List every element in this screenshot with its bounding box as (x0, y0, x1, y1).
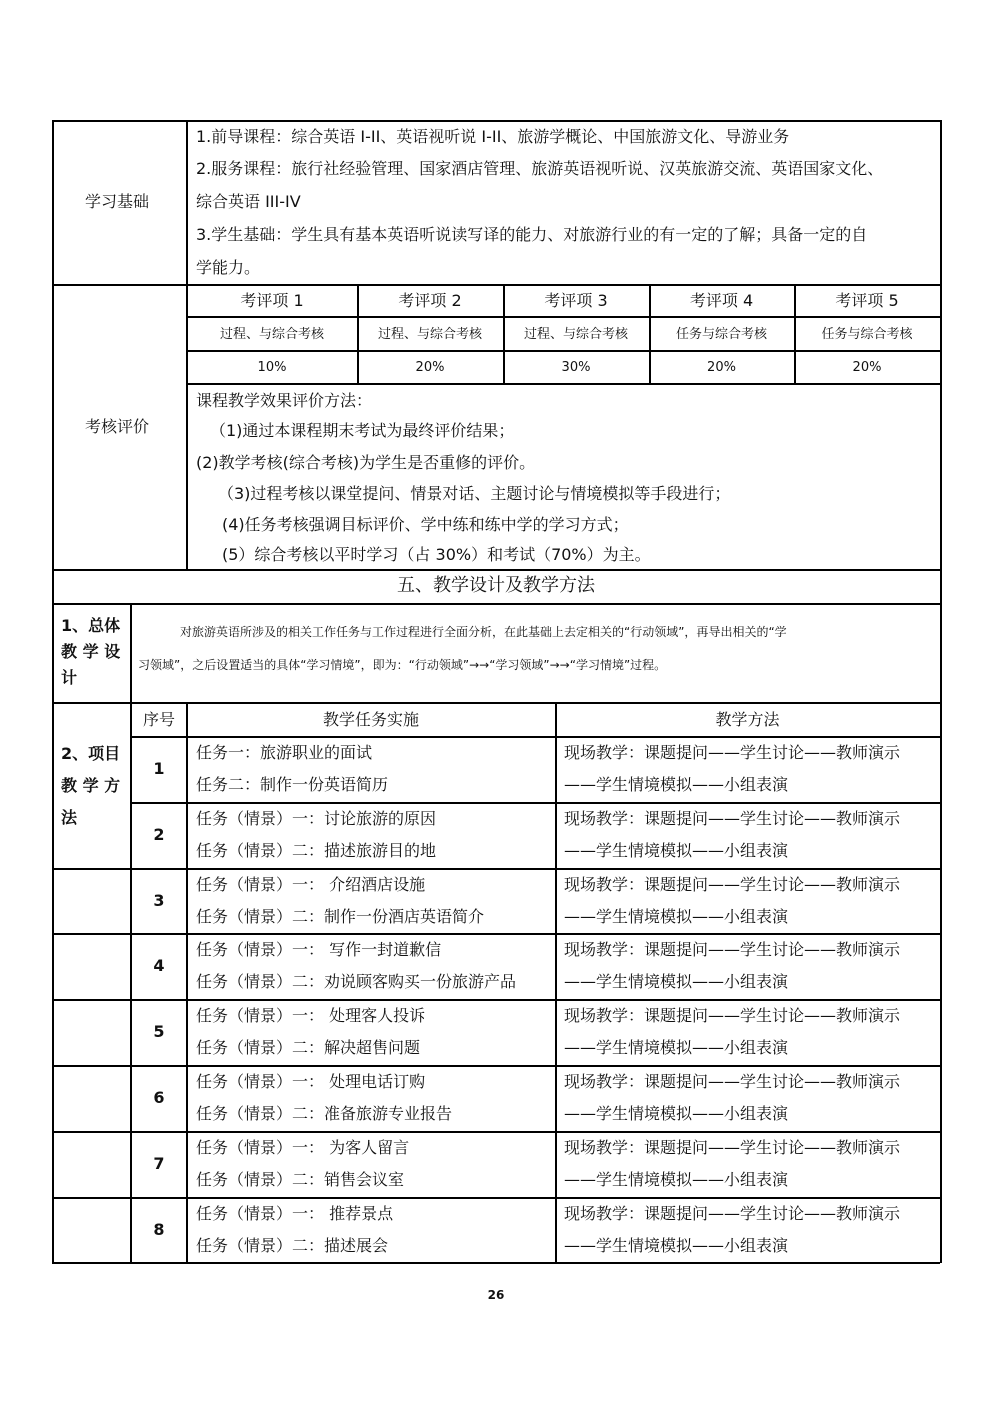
row-task-1: 任务（情景）一： 推荐景点 (196, 1203, 394, 1223)
row-method-2: ——学生情境模拟——小组表演 (564, 1038, 789, 1058)
row-seq: 5 (153, 1022, 165, 1042)
assessment-method-line: 课程教学效果评价方法： (196, 391, 373, 410)
row-task-2: 任务（情景）二：描述展会 (196, 1235, 389, 1255)
grid-line (52, 999, 130, 1001)
row-seq: 1 (153, 759, 165, 778)
grid-line (794, 284, 796, 383)
row-task-1: 任务（情景）一： 为客人留言 (196, 1137, 410, 1157)
row-method-2: ——学生情境模拟——小组表演 (564, 1104, 789, 1123)
grid-line (940, 120, 942, 1263)
grid-line (186, 383, 940, 385)
row-method-2: ——学生情境模拟——小组表演 (564, 1235, 789, 1255)
assessment-item-name: 考评项 5 (835, 291, 899, 310)
grid-line (130, 1131, 940, 1133)
grid-line (503, 284, 505, 383)
header-seq: 序号 (142, 710, 175, 729)
grid-line (186, 316, 940, 318)
grid-line (649, 284, 651, 383)
row-method-1: 现场教学：课题提问——学生讨论——教师演示 (564, 874, 901, 894)
row-method-1: 现场教学：课题提问——学生讨论——教师演示 (564, 743, 901, 762)
assessment-item-name: 考评项 3 (544, 291, 608, 310)
assessment-method-line: (5）综合考核以平时学习（占 30%）和考试（70%）为主。 (222, 545, 651, 564)
assessment-item-type: 任务与综合考核 (675, 327, 767, 342)
grid-line (52, 603, 940, 605)
row-seq: 6 (153, 1088, 165, 1107)
row-task-2: 任务二：制作一份英语简历 (196, 775, 389, 794)
row-method-1: 现场教学：课题提问——学生讨论——教师演示 (564, 940, 901, 960)
assessment-item-weight: 20% (852, 360, 882, 375)
assessment-method-line: (2)教学考核(综合考核)为学生是否重修的评价。 (196, 453, 536, 472)
project-methods-label: 2、项目 (61, 744, 121, 763)
assessment-item-type: 过程、与综合考核 (219, 327, 324, 342)
assessment-item-weight: 20% (707, 360, 736, 375)
grid-line (52, 1131, 130, 1133)
grid-line (130, 1065, 940, 1067)
assessment-item-type: 过程、与综合考核 (523, 327, 628, 342)
grid-line (130, 802, 940, 804)
row-method-1: 现场教学：课题提问——学生讨论——教师演示 (564, 1137, 901, 1157)
row-seq: 2 (153, 824, 165, 844)
study-basis-label: 学习基础 (85, 192, 150, 211)
project-methods-label: 教 学 方 (61, 776, 121, 795)
grid-line (130, 1197, 940, 1199)
assessment-item-type: 任务与综合考核 (821, 327, 913, 342)
row-method-2: ——学生情境模拟——小组表演 (564, 775, 789, 794)
grid-line (130, 736, 940, 738)
row-seq: 4 (153, 956, 165, 976)
grid-line (52, 1065, 130, 1067)
study-basis-line-4: 3.学生基础：学生具有基本英语听说读写译的能力、对旅游行业的有一定的了解；具备一定的自 (196, 225, 868, 244)
study-basis-line-3: 综合英语 III-IV (196, 192, 301, 211)
row-task-2: 任务（情景）二：描述旅游目的地 (196, 840, 437, 860)
row-task-2: 任务（情景）二：制作一份酒店英语简介 (196, 906, 485, 926)
assessment-item-name: 考评项 4 (689, 291, 754, 310)
row-method-1: 现场教学：课题提问——学生讨论——教师演示 (564, 1203, 901, 1223)
grid-line (52, 120, 54, 1263)
row-seq: 3 (153, 890, 165, 910)
grid-line (52, 1197, 130, 1199)
study-basis-line-1: 1.前导课程：综合英语 I-II、英语视听说 I-II、旅游学概论、中国旅游文化、导游业务 (196, 127, 790, 146)
row-task-2: 任务（情景）二：销售会议室 (196, 1169, 405, 1189)
grid-line (186, 702, 188, 1263)
grid-line (130, 868, 940, 870)
grid-line (130, 933, 940, 935)
assessment-item-type: 过程、与综合考核 (377, 327, 482, 342)
grid-line (52, 569, 940, 571)
assessment-item-weight: 20% (415, 360, 445, 375)
grid-line (186, 120, 188, 569)
assessment-item-name: 考评项 1 (240, 291, 304, 310)
row-seq: 8 (153, 1219, 165, 1239)
row-seq: 7 (153, 1153, 165, 1173)
row-method-2: ——学生情境模拟——小组表演 (564, 1169, 789, 1189)
assessment-item-weight: 30% (561, 360, 591, 375)
row-task-1: 任务（情景）一： 处理电话订购 (196, 1072, 426, 1091)
row-task-2: 任务（情景）二：准备旅游专业报告 (196, 1104, 453, 1123)
row-method-1: 现场教学：课题提问——学生讨论——教师演示 (564, 808, 901, 828)
assessment-item-name: 考评项 2 (398, 291, 462, 310)
grid-line (555, 702, 557, 1263)
study-basis-line-5: 学能力。 (196, 258, 261, 277)
row-task-1: 任务（情景）一：讨论旅游的原因 (196, 808, 437, 828)
assessment-method-line: （1)通过本课程期末考试为最终评价结果； (210, 421, 515, 440)
assessment-label: 考核评价 (85, 417, 150, 436)
overall-design-label: 1、总体 (61, 616, 121, 635)
row-task-1: 任务（情景）一： 处理客人投诉 (196, 1006, 426, 1026)
grid-line (130, 999, 940, 1001)
grid-line (357, 284, 359, 383)
grid-line (186, 350, 940, 352)
grid-line (52, 933, 130, 935)
overall-design-text: 对旅游英语所涉及的相关工作任务与工作过程进行全面分析，在此基础上去定相关的“行动领域”，再导出相关的“学 (180, 625, 787, 639)
row-task-2: 任务（情景）二：劝说顾客购买一份旅游产品 (196, 972, 517, 992)
study-basis-line-2: 2.服务课程：旅行社经验管理、国家酒店管理、旅游英语视听说、汉英旅游交流、英语国家文化、 (196, 159, 884, 178)
project-methods-label: 法 (61, 808, 78, 827)
row-method-1: 现场教学：课题提问——学生讨论——教师演示 (564, 1072, 901, 1091)
overall-design-text: 习领域”，之后设置适当的具体“学习情境”，即为：“行动领域”→→“学习领域”→→“学习情境”过程。 (138, 658, 667, 672)
row-method-1: 现场教学：课题提问——学生讨论——教师演示 (564, 1006, 901, 1026)
overall-design-label: 教 学 设 (61, 642, 121, 661)
row-method-2: ——学生情境模拟——小组表演 (564, 840, 789, 860)
row-task-2: 任务（情景）二：解决超售问题 (196, 1038, 421, 1058)
section-title: 五、教学设计及教学方法 (397, 575, 595, 596)
assessment-item-weight: 10% (257, 360, 287, 375)
page-number: 26 (487, 1288, 505, 1302)
grid-line (52, 868, 130, 870)
row-method-2: ——学生情境模拟——小组表演 (564, 972, 789, 992)
row-method-2: ——学生情境模拟——小组表演 (564, 906, 789, 926)
row-task-1: 任务（情景）一： 写作一封道歉信 (196, 940, 442, 960)
assessment-method-line: (4)任务考核强调目标评价、学中练和练中学的学习方式； (222, 515, 629, 534)
overall-design-label: 计 (61, 668, 78, 687)
header-method: 教学方法 (715, 710, 780, 729)
row-task-1: 任务一：旅游职业的面试 (196, 743, 373, 762)
assessment-method-line: （3)过程考核以课堂提问、情景对话、主题讨论与情境模拟等手段进行； (218, 484, 731, 503)
row-task-1: 任务（情景）一： 介绍酒店设施 (196, 874, 426, 894)
header-task: 教学任务实施 (322, 710, 419, 729)
